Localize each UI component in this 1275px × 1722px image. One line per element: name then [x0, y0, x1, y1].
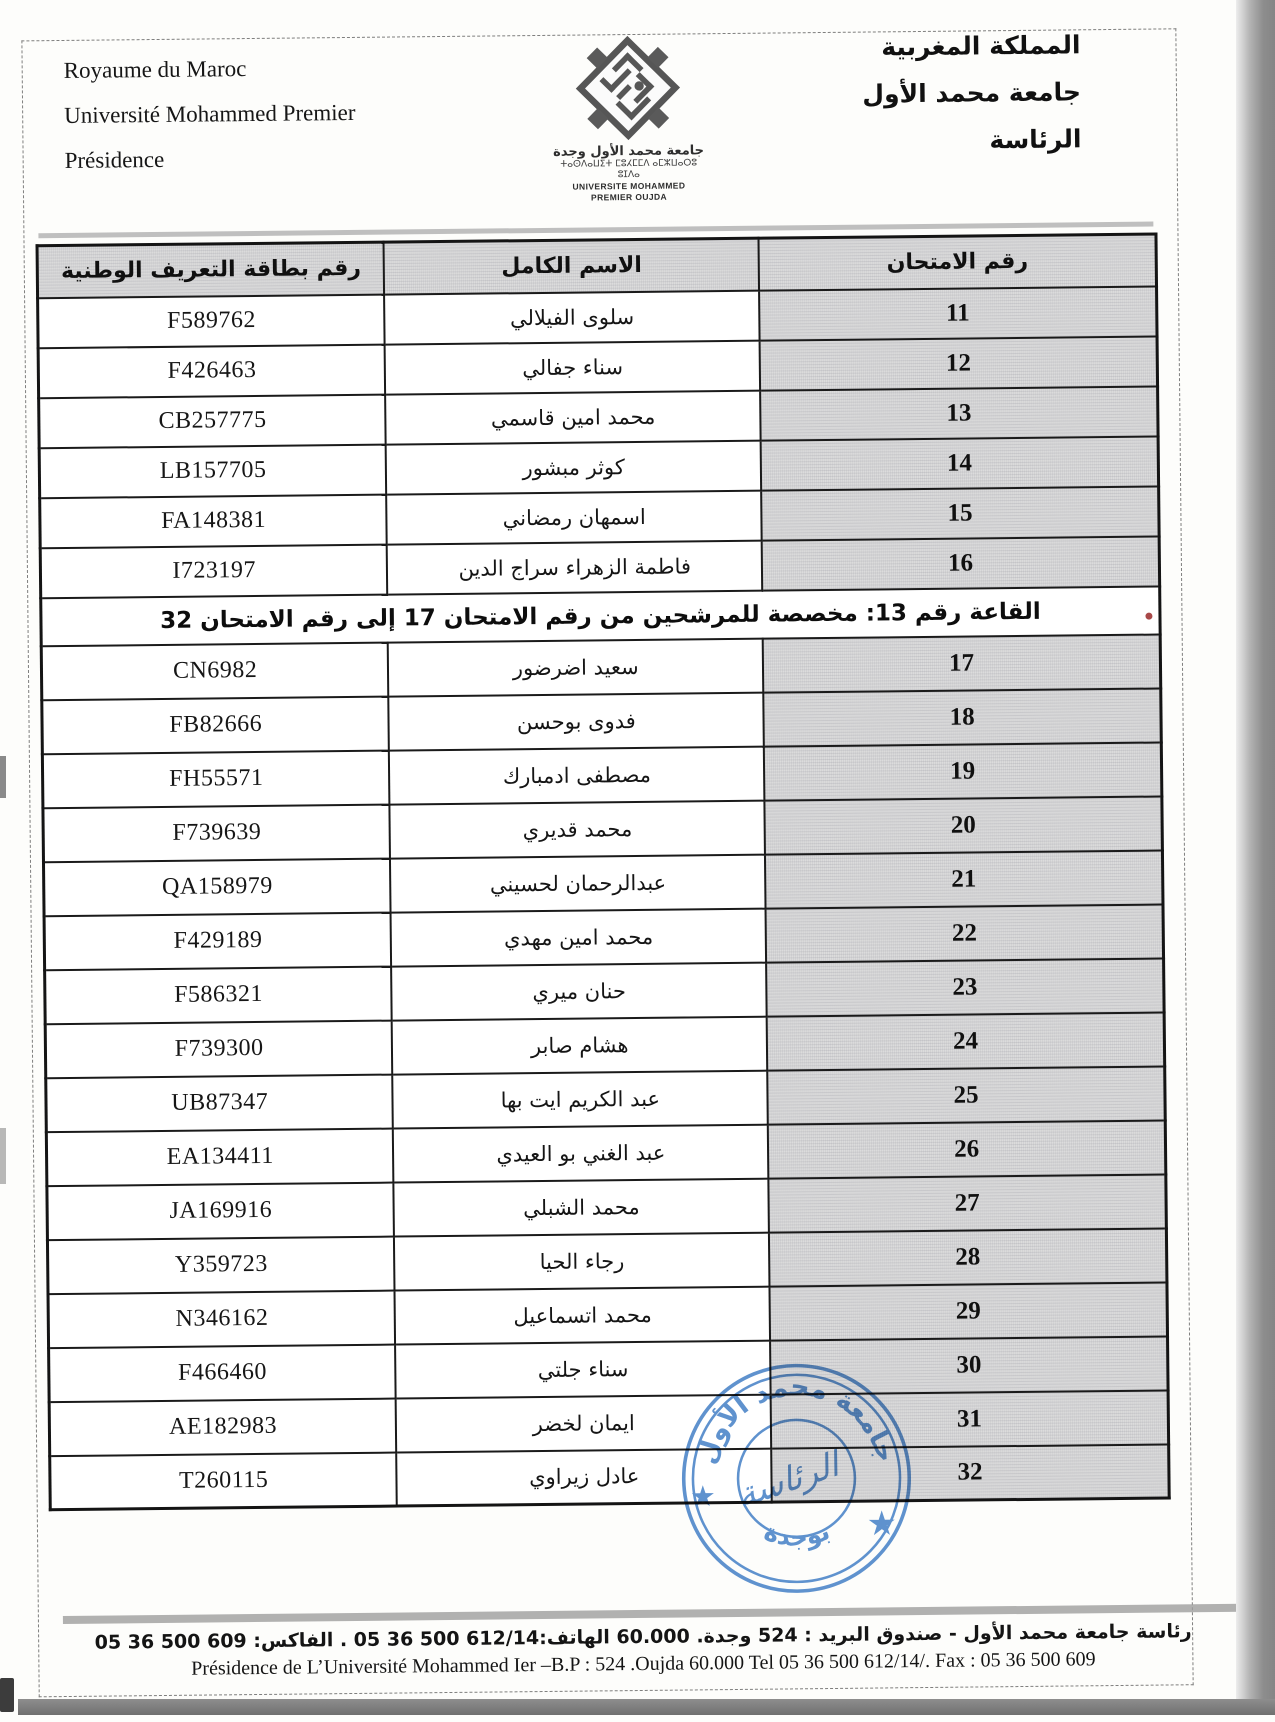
exam-number-cell: 26 — [768, 1120, 1166, 1178]
national-id-cell: LB157705 — [39, 444, 386, 498]
svg-text:بوجدة — [760, 1516, 834, 1552]
stamp-center-text: الرئاسة — [733, 1444, 843, 1516]
national-id-cell: F466460 — [49, 1344, 396, 1402]
logo-caption-arabic: جامعة محمد الأول وجدة — [553, 143, 705, 160]
national-id-cell: F739300 — [45, 1020, 392, 1078]
full-name-cell: سلوى الفيلالي — [384, 290, 759, 344]
national-id-cell: CB257775 — [39, 394, 386, 448]
full-name-cell: هشام صابر — [392, 1016, 767, 1074]
exam-number-cell: 30 — [770, 1336, 1168, 1394]
full-name-cell: كوثر مبشور — [386, 440, 761, 494]
logo-caption-tifinagh: ⵜⴰⵙⴷⴰⵡⵉⵜ ⵎⵓⵃⵎⵎⴷ ⴰⵎⵣⵡⴰⵔⵓ ⵓⵊⴷⴰ — [560, 158, 698, 181]
national-id-cell: AE182983 — [49, 1398, 396, 1456]
full-name-cell: رجاء الحيا — [394, 1232, 769, 1290]
scanner-edge-right — [1236, 0, 1275, 1715]
letterhead-line-kingdom: Royaume du Maroc — [63, 56, 247, 83]
exam-number-cell: 29 — [770, 1282, 1168, 1340]
full-name-cell: عبدالرحمان لحسيني — [390, 854, 765, 912]
scan-artifact-bottom-left — [0, 1678, 14, 1712]
full-name-cell: مصطفى ادمبارك — [389, 746, 764, 804]
exam-number-cell: 20 — [765, 796, 1163, 854]
exam-number-cell: 24 — [767, 1012, 1165, 1070]
exam-number-cell: 21 — [765, 850, 1163, 908]
exam-table-body — [38, 286, 1170, 1510]
column-header-full-name: الاسم الكامل — [384, 238, 759, 294]
footer-contact-arabic: رئاسة جامعة محمد الأول - صندوق البريد : 524 وجدة. 60.000 الهاتف:‎05 36 500 612/14‎ . الفاكس: ‎05 36 500 609 — [94, 1620, 1192, 1654]
full-name-cell: سناء جفالي — [385, 340, 760, 394]
letterhead-line-university-ar: جامعة محمد الأول — [862, 77, 1082, 109]
national-id-cell: FB82666 — [42, 696, 389, 754]
scan-artifact-left-1 — [0, 756, 6, 798]
letterhead-line-presidency: Présidence — [64, 146, 165, 173]
full-name-cell: عبد الكريم ايت بها — [393, 1070, 768, 1128]
national-id-cell: CN6982 — [41, 642, 388, 700]
full-name-cell: سناء جلتي — [395, 1340, 770, 1398]
room-note-text: القاعة رقم 13: مخصصة للمرشحين من رقم الامتحان 17 إلى رقم الامتحان 32 — [41, 586, 1160, 646]
national-id-cell: EA134411 — [46, 1128, 393, 1186]
national-id-cell: T260115 — [50, 1452, 397, 1510]
exam-number-cell: 16 — [762, 536, 1160, 590]
national-id-cell: FA148381 — [40, 494, 387, 548]
letterhead-french — [63, 45, 356, 183]
exam-number-cell: 12 — [760, 336, 1158, 390]
full-name-cell: محمد قديري — [390, 800, 765, 858]
exam-number-cell: 23 — [766, 958, 1164, 1016]
exam-number-cell: 17 — [763, 634, 1161, 692]
full-name-cell: اسمهان رمضاني — [387, 490, 762, 544]
full-name-cell: سعيد اضرضور — [388, 638, 763, 696]
letterhead-line-kingdom-ar: المملكة المغربية — [881, 30, 1081, 62]
exam-number-cell: 14 — [761, 436, 1159, 490]
national-id-cell: N346162 — [48, 1290, 395, 1348]
exam-number-cell: 25 — [767, 1066, 1165, 1124]
stamp-star-left-icon: ★ — [689, 1480, 716, 1514]
ink-dot-artifact — [1145, 613, 1152, 620]
national-id-cell: F739639 — [43, 804, 390, 862]
exam-number-cell: 22 — [766, 904, 1164, 962]
table-row — [50, 1444, 1170, 1510]
exam-number-cell: 27 — [769, 1174, 1167, 1232]
university-logo — [549, 31, 707, 204]
full-name-cell: فدوى بوحسن — [389, 692, 764, 750]
letterhead-line-university: Université Mohammed Premier — [64, 99, 356, 128]
full-name-cell: حنان ميري — [391, 962, 766, 1020]
exam-number-cell: 19 — [764, 742, 1162, 800]
footer-contact-french: Présidence de L’Université Mohammed Ier –B.P : 524 .Oujda 60.000 Tel 05 36 500 612/14/. Fax : 05 36 500 609 — [191, 1648, 1096, 1680]
full-name-cell: عادل زيراوي — [397, 1448, 772, 1506]
university-logo-icon — [571, 31, 684, 144]
presidency-stamp — [672, 1354, 921, 1603]
national-id-cell: F426463 — [38, 344, 385, 398]
exam-number-cell: 28 — [769, 1228, 1167, 1286]
logo-caption-latin: UNIVERSITE MOHAMMED PREMIER OUJDA — [572, 180, 686, 203]
column-header-exam-number: رقم الامتحان — [759, 234, 1157, 290]
exam-number-cell: 11 — [759, 286, 1157, 340]
stamp-icon — [672, 1354, 921, 1603]
national-id-cell: F589762 — [38, 294, 385, 348]
national-id-cell: I723197 — [40, 544, 387, 598]
full-name-cell: محمد اتسماعيل — [395, 1286, 770, 1344]
stamp-star-right-icon: ★ — [866, 1505, 898, 1544]
national-id-cell: JA169916 — [47, 1182, 394, 1240]
national-id-cell: FH55571 — [42, 750, 389, 808]
exam-number-cell: 13 — [760, 386, 1158, 440]
national-id-cell: F429189 — [44, 912, 391, 970]
scan-artifact-left-2 — [0, 1128, 6, 1184]
scanner-edge-bottom — [18, 1699, 1275, 1715]
national-id-cell: QA158979 — [43, 858, 390, 916]
full-name-cell: فاطمة الزهراء سراج الدين — [387, 540, 762, 594]
letterhead-line-presidency-ar: الرئاسة — [989, 124, 1082, 155]
full-name-cell: محمد امين قاسمي — [385, 390, 760, 444]
full-name-cell: ايمان لخضر — [396, 1394, 771, 1452]
exam-number-cell: 31 — [771, 1390, 1169, 1448]
stamp-arc-top-text: جامعة محمد الأول — [690, 1371, 902, 1468]
national-id-cell: UB87347 — [46, 1074, 393, 1132]
letterhead-arabic — [862, 21, 1082, 164]
exam-number-cell: 32 — [771, 1444, 1169, 1502]
stamp-arc-bottom-text: بوجدة — [760, 1516, 834, 1552]
full-name-cell: محمد الشبلي — [394, 1178, 769, 1236]
full-name-cell: عبد الغني بو العيدي — [393, 1124, 768, 1182]
column-header-national-id: رقم بطاقة التعريف الوطنية — [37, 242, 384, 298]
national-id-cell: F586321 — [45, 966, 392, 1024]
national-id-cell: Y359723 — [47, 1236, 394, 1294]
exam-number-cell: 15 — [761, 486, 1159, 540]
exam-roster-table — [36, 233, 1171, 1512]
exam-number-cell: 18 — [763, 688, 1161, 746]
full-name-cell: محمد امين مهدي — [391, 908, 766, 966]
